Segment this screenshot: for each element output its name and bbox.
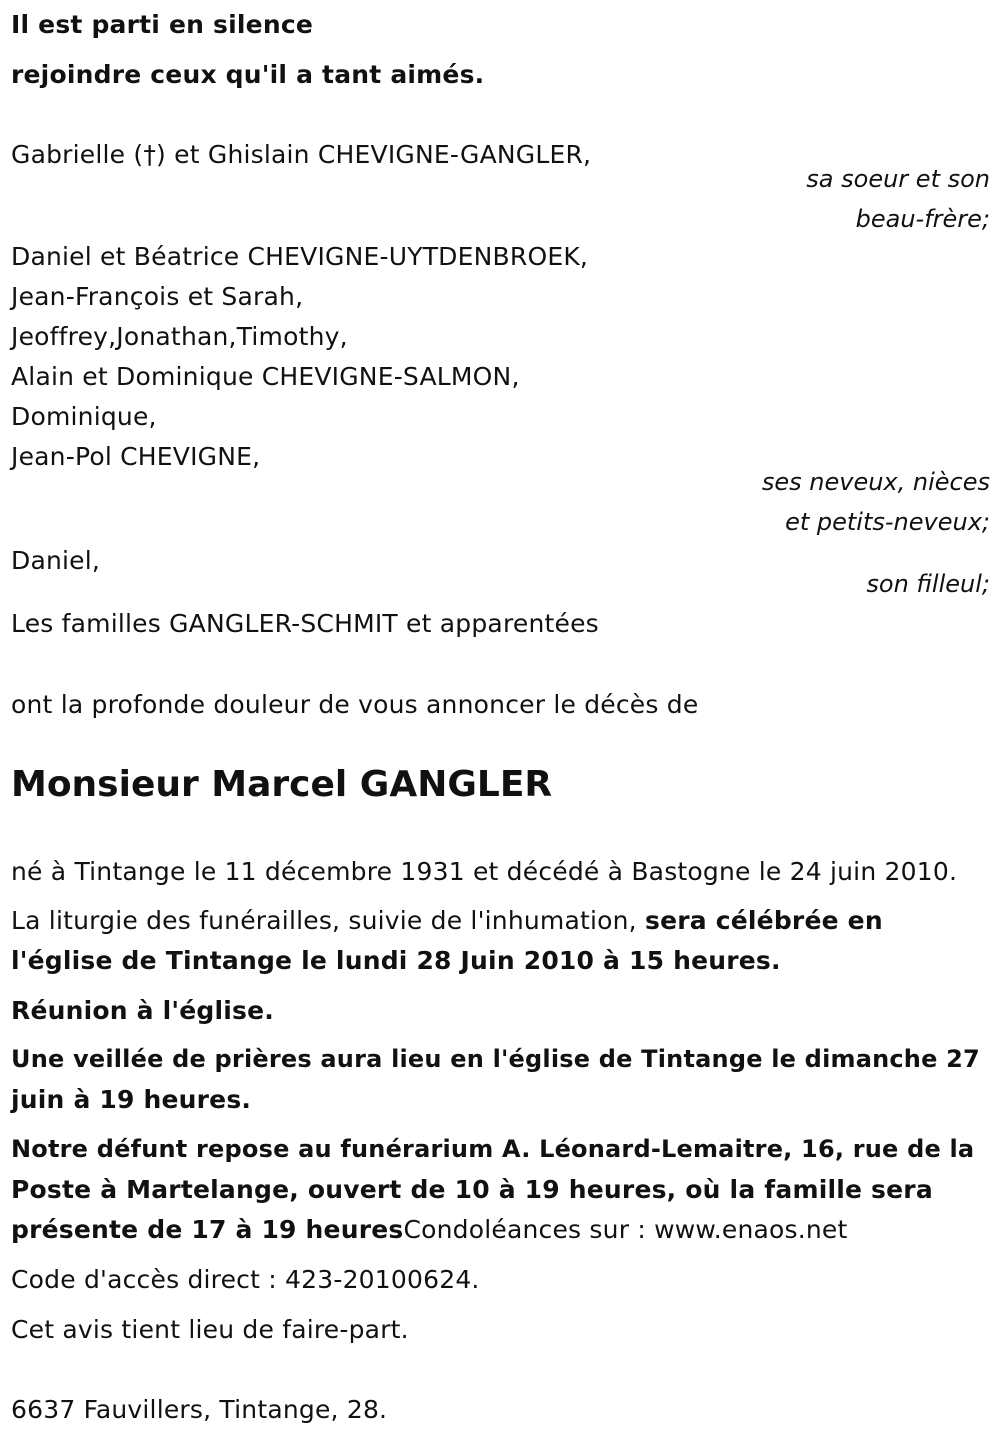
family-relatives: Les familles GANGLER-SCHMIT et apparentées — [11, 609, 599, 638]
nephews-role-line-1: ses neveux, nièces — [761, 468, 990, 496]
vigil-line-2: juin à 19 heures. — [11, 1085, 252, 1114]
nephew-line: Jeoffrey,Jonathan,Timothy, — [11, 322, 348, 351]
birth-death-line: né à Tintange le 11 décembre 1931 et décédé à Bastogne le 24 juin 2010. — [11, 857, 958, 886]
rest-line-3 — [11, 1215, 848, 1244]
family-godson: Daniel, — [11, 546, 101, 575]
intro-line-1: Il est parti en silence — [11, 10, 313, 39]
intro-line-2: rejoindre ceux qu'il a tant aimés. — [11, 60, 485, 89]
liturgy-line-1 — [11, 906, 883, 935]
meeting-line: Réunion à l'église. — [11, 996, 274, 1025]
nephew-line: Jean-François et Sarah, — [11, 282, 304, 311]
sister-role-line-2: beau-frère; — [855, 205, 990, 233]
liturgy-bold: sera célébrée en — [644, 906, 883, 935]
liturgy-line-2: l'église de Tintange le lundi 28 Juin 2010 à 15 heures. — [11, 946, 781, 975]
nephew-line: Daniel et Béatrice CHEVIGNE-UYTDENBROEK, — [11, 242, 589, 271]
notice-line: Cet avis tient lieu de faire-part. — [11, 1315, 409, 1344]
godson-role: son filleul; — [866, 570, 990, 598]
nephews-role-line-2: et petits-neveux; — [785, 508, 990, 536]
vigil-line-1: Une veillée de prières aura lieu en l'église de Tintange le dimanche 27 — [11, 1045, 980, 1073]
nephew-line: Jean-Pol CHEVIGNE, — [11, 442, 261, 471]
announcement: ont la profonde douleur de vous annoncer le décès de — [11, 690, 699, 719]
nephew-line: Dominique, — [11, 402, 157, 431]
rest-bold: présente de 17 à 19 heures — [11, 1215, 404, 1244]
address: 6637 Fauvillers, Tintange, 28. — [11, 1395, 388, 1424]
deceased-name: Monsieur Marcel GANGLER — [11, 764, 553, 805]
rest-line-1: Notre défunt repose au funérarium A. Léonard-Lemaitre, 16, rue de la — [11, 1135, 975, 1163]
liturgy-plain: La liturgie des funérailles, suivie de l'inhumation, — [11, 906, 645, 935]
condolences: Condoléances sur : www.enaos.net — [403, 1215, 848, 1244]
family-sister: Gabrielle (†) et Ghislain CHEVIGNE-GANGLER, — [11, 140, 592, 169]
sister-role-line-1: sa soeur et son — [806, 165, 990, 193]
access-code: Code d'accès direct : 423-20100624. — [11, 1265, 480, 1294]
rest-line-2: Poste à Martelange, ouvert de 10 à 19 heures, où la famille sera — [11, 1175, 933, 1204]
nephew-line: Alain et Dominique CHEVIGNE-SALMON, — [11, 362, 520, 391]
